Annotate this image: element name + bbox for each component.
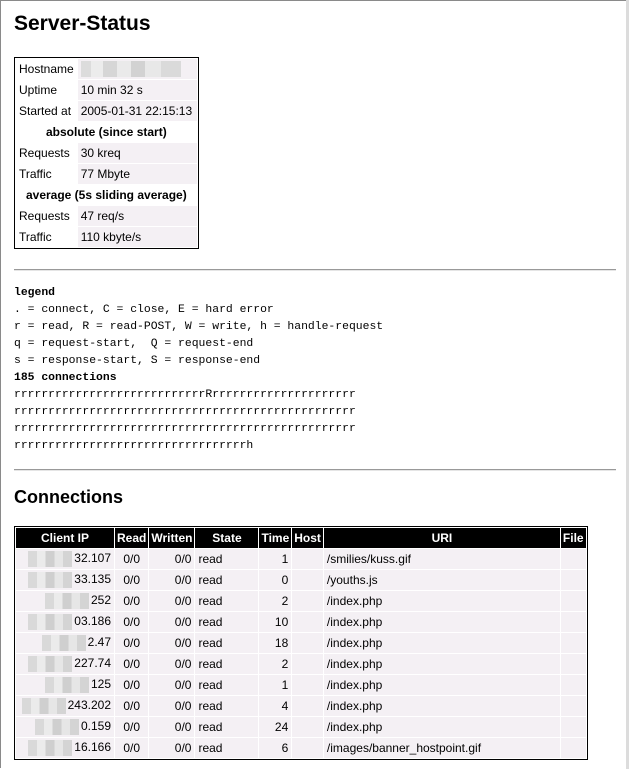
abs-traffic-label: Traffic <box>19 167 52 181</box>
client-ip-cell <box>16 717 114 737</box>
ip-redacted <box>28 740 72 756</box>
client-ip-cell <box>16 654 114 674</box>
client-ip-cell <box>16 612 114 632</box>
uri-cell: /smilies/kuss.gif <box>324 549 560 569</box>
table-row <box>16 633 586 653</box>
info-row-abs-requests <box>16 143 197 163</box>
avg-traffic-label: Traffic <box>19 230 52 244</box>
info-row-average-header <box>16 185 197 205</box>
server-info-table <box>14 57 199 249</box>
connections-header-row <box>16 528 586 548</box>
abs-requests-label: Requests <box>19 146 70 160</box>
uri-cell: /index.php <box>324 612 560 632</box>
legend-block <box>14 285 383 455</box>
hostname-label: Hostname <box>19 62 74 76</box>
info-row-started <box>16 101 197 121</box>
written-cell: 0/0 <box>149 738 194 758</box>
client-ip-suffix: 03.186 <box>74 614 111 629</box>
table-row <box>16 717 586 737</box>
col-host: Host <box>292 528 323 548</box>
read-cell: 0/0 <box>115 696 148 716</box>
file-cell <box>561 549 586 569</box>
hostname-redacted <box>81 61 181 77</box>
info-row-absolute-header <box>16 122 197 142</box>
table-row <box>16 738 586 758</box>
client-ip-suffix: 32.107 <box>74 551 111 566</box>
file-cell <box>561 633 586 653</box>
client-ip-cell <box>16 591 114 611</box>
legend-heading: legend <box>14 287 56 299</box>
state-cell: read <box>195 675 258 695</box>
written-cell: 0/0 <box>149 654 194 674</box>
read-cell: 0/0 <box>115 570 148 590</box>
file-cell <box>561 591 586 611</box>
table-row <box>16 612 586 632</box>
file-cell <box>561 717 586 737</box>
time-cell: 10 <box>259 612 291 632</box>
read-cell: 0/0 <box>115 549 148 569</box>
file-cell <box>561 696 586 716</box>
host-cell <box>292 696 323 716</box>
info-row-uptime <box>16 80 197 100</box>
average-header: average (5s sliding average) <box>25 188 187 202</box>
host-cell <box>292 675 323 695</box>
time-cell: 2 <box>259 654 291 674</box>
written-cell: 0/0 <box>149 717 194 737</box>
scoreboard-row: rrrrrrrrrrrrrrrrrrrrrrrrrrrrrrrrrrh <box>14 440 254 452</box>
host-cell <box>292 654 323 674</box>
written-cell: 0/0 <box>149 549 194 569</box>
divider-bottom <box>14 469 616 471</box>
client-ip-cell <box>16 570 114 590</box>
info-row-abs-traffic <box>16 164 197 184</box>
avg-requests-label: Requests <box>19 209 70 223</box>
read-cell: 0/0 <box>115 633 148 653</box>
time-cell: 0 <box>259 570 291 590</box>
time-cell: 24 <box>259 717 291 737</box>
started-value: 2005-01-31 22:15:13 <box>78 101 197 121</box>
read-cell: 0/0 <box>115 738 148 758</box>
legend-line: q = request-start, Q = request-end <box>14 338 254 350</box>
time-cell: 6 <box>259 738 291 758</box>
client-ip-cell <box>16 633 114 653</box>
uri-cell: /index.php <box>324 675 560 695</box>
uri-cell: /images/banner_hostpoint.gif <box>324 738 560 758</box>
col-read: Read <box>115 528 148 548</box>
page-title: Server-Status <box>14 12 151 35</box>
uri-cell: /index.php <box>324 696 560 716</box>
table-row <box>16 654 586 674</box>
connections-count: 185 connections <box>14 372 117 384</box>
client-ip-cell <box>16 696 114 716</box>
client-ip-suffix: 243.202 <box>67 698 111 713</box>
uri-cell: /index.php <box>324 717 560 737</box>
divider-top <box>14 269 616 271</box>
scoreboard-row: rrrrrrrrrrrrrrrrrrrrrrrrrrrrrrrrrrrrrrrrrrrrrrrrrr <box>14 406 356 418</box>
table-row <box>16 549 586 569</box>
table-row <box>16 696 586 716</box>
state-cell: read <box>195 633 258 653</box>
file-cell <box>561 612 586 632</box>
read-cell: 0/0 <box>115 675 148 695</box>
client-ip-suffix: 227.74 <box>74 656 111 671</box>
absolute-header: absolute (since start) <box>46 125 167 139</box>
read-cell: 0/0 <box>115 591 148 611</box>
col-uri: URI <box>324 528 560 548</box>
client-ip-suffix: 16.166 <box>74 740 111 755</box>
time-cell: 18 <box>259 633 291 653</box>
abs-requests-value: 30 kreq <box>78 143 197 163</box>
ip-redacted <box>28 572 72 588</box>
ip-redacted <box>42 635 86 651</box>
ip-redacted <box>35 719 79 735</box>
time-cell: 4 <box>259 696 291 716</box>
client-ip-cell <box>16 675 114 695</box>
started-label: Started at <box>19 104 72 118</box>
hostname-value <box>78 59 197 79</box>
connections-table <box>14 526 588 760</box>
written-cell: 0/0 <box>149 570 194 590</box>
client-ip-suffix: 125 <box>90 677 111 692</box>
uri-cell: /index.php <box>324 654 560 674</box>
written-cell: 0/0 <box>149 591 194 611</box>
info-row-hostname <box>16 59 197 79</box>
col-time: Time <box>259 528 291 548</box>
table-row <box>16 570 586 590</box>
connections-body <box>16 549 586 758</box>
ip-redacted <box>28 614 72 630</box>
scoreboard-row: rrrrrrrrrrrrrrrrrrrrrrrrrrrrrrrrrrrrrrrrrrrrrrrrrr <box>14 423 356 435</box>
ip-redacted <box>45 677 89 693</box>
written-cell: 0/0 <box>149 696 194 716</box>
table-row <box>16 591 586 611</box>
host-cell <box>292 570 323 590</box>
written-cell: 0/0 <box>149 675 194 695</box>
time-cell: 1 <box>259 675 291 695</box>
ip-redacted <box>45 593 89 609</box>
state-cell: read <box>195 612 258 632</box>
host-cell <box>292 633 323 653</box>
abs-traffic-value: 77 Mbyte <box>78 164 197 184</box>
host-cell <box>292 717 323 737</box>
connections-title: Connections <box>14 487 124 507</box>
uptime-label: Uptime <box>19 83 58 97</box>
uri-cell: /youths.js <box>324 570 560 590</box>
state-cell: read <box>195 717 258 737</box>
time-cell: 1 <box>259 549 291 569</box>
ip-redacted <box>28 551 72 567</box>
file-cell <box>561 570 586 590</box>
read-cell: 0/0 <box>115 654 148 674</box>
state-cell: read <box>195 654 258 674</box>
file-cell <box>561 675 586 695</box>
host-cell <box>292 738 323 758</box>
uri-cell: /index.php <box>324 633 560 653</box>
table-row <box>16 675 586 695</box>
client-ip-cell <box>16 549 114 569</box>
state-cell: read <box>195 570 258 590</box>
client-ip-suffix: 0.159 <box>80 719 111 734</box>
legend-line: . = connect, C = close, E = hard error <box>14 304 274 316</box>
uptime-value: 10 min 32 s <box>78 80 197 100</box>
ip-redacted <box>28 656 72 672</box>
legend-line: r = read, R = read-POST, W = write, h = handle-request <box>14 321 384 333</box>
client-ip-suffix: 2.47 <box>87 635 111 650</box>
host-cell <box>292 591 323 611</box>
info-row-avg-traffic <box>16 227 197 247</box>
state-cell: read <box>195 549 258 569</box>
file-cell <box>561 654 586 674</box>
state-cell: read <box>195 591 258 611</box>
written-cell: 0/0 <box>149 633 194 653</box>
scoreboard-row: rrrrrrrrrrrrrrrrrrrrrrrrrrrrRrrrrrrrrrrrrrrrrrrrrr <box>14 389 356 401</box>
col-state: State <box>195 528 258 548</box>
host-cell <box>292 612 323 632</box>
col-file: File <box>561 528 586 548</box>
written-cell: 0/0 <box>149 612 194 632</box>
client-ip-cell <box>16 738 114 758</box>
client-ip-suffix: 252 <box>90 593 111 608</box>
host-cell <box>292 549 323 569</box>
avg-requests-value: 47 req/s <box>78 206 197 226</box>
state-cell: read <box>195 738 258 758</box>
state-cell: read <box>195 696 258 716</box>
col-written: Written <box>149 528 194 548</box>
read-cell: 0/0 <box>115 612 148 632</box>
col-client-ip: Client IP <box>16 528 114 548</box>
time-cell: 2 <box>259 591 291 611</box>
info-row-avg-requests <box>16 206 197 226</box>
file-cell <box>561 738 586 758</box>
read-cell: 0/0 <box>115 717 148 737</box>
avg-traffic-value: 110 kbyte/s <box>78 227 197 247</box>
uri-cell: /index.php <box>324 591 560 611</box>
client-ip-suffix: 33.135 <box>74 572 111 587</box>
legend-line: s = response-start, S = response-end <box>14 355 261 367</box>
ip-redacted <box>22 698 66 714</box>
